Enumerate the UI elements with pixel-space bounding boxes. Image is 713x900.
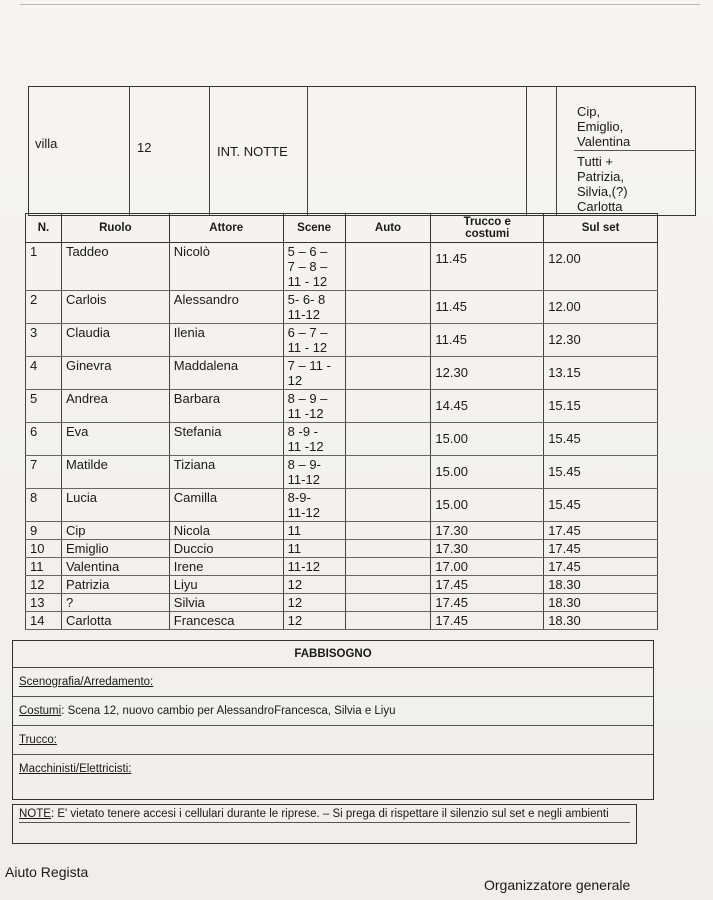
cell-car	[345, 594, 431, 612]
cell-n: 4	[26, 357, 62, 390]
table-row	[26, 558, 658, 576]
top-divider	[20, 4, 700, 5]
needs-box	[12, 640, 654, 800]
table-row	[26, 243, 658, 291]
cell-car	[345, 522, 431, 540]
cell-scenes: 8 – 9- 11-12	[283, 456, 345, 489]
cell-car	[345, 576, 431, 594]
scene-number: 12	[137, 140, 152, 155]
table-row	[26, 489, 658, 522]
cell-scenes: 12	[283, 576, 345, 594]
header-car: Auto	[345, 214, 431, 243]
cell-scenes: 11	[283, 540, 345, 558]
cell-makeup: 17.45	[431, 594, 544, 612]
cell-makeup: 15.00	[431, 489, 544, 522]
cell-n: 12	[26, 576, 62, 594]
note-label: NOTE	[19, 808, 51, 820]
cell-car	[345, 489, 431, 522]
cell-role: Taddeo	[61, 243, 169, 291]
table-row	[26, 456, 658, 489]
cell-on-set: 17.45	[544, 558, 658, 576]
cell-role: Valentina	[61, 558, 169, 576]
cell-actor: Liyu	[169, 576, 283, 594]
cell-car	[345, 612, 431, 630]
cell-role: Matilde	[61, 456, 169, 489]
cell-role: Carlotta	[61, 612, 169, 630]
cell-car	[345, 243, 431, 291]
cell-n: 5	[26, 390, 62, 423]
cell-car	[345, 357, 431, 390]
cell-car	[345, 456, 431, 489]
table-row	[26, 576, 658, 594]
cell-makeup: 15.00	[431, 456, 544, 489]
header-scenes: Scene	[283, 214, 345, 243]
cell-makeup: 17.00	[431, 558, 544, 576]
cell-makeup: 11.45	[431, 324, 544, 357]
cell-on-set: 17.45	[544, 522, 658, 540]
cell-n: 3	[26, 324, 62, 357]
cell-role: Patrizia	[61, 576, 169, 594]
cell-n: 6	[26, 423, 62, 456]
cell-n: 14	[26, 612, 62, 630]
cell-makeup: 17.30	[431, 540, 544, 558]
cell-car	[345, 540, 431, 558]
cell-scenes: 12	[283, 612, 345, 630]
cell-makeup: 17.45	[431, 576, 544, 594]
needs-makeup: Trucco:	[13, 726, 653, 755]
cell-on-set: 12.00	[544, 243, 658, 291]
scene-setting: INT. NOTTE	[217, 144, 288, 159]
cell-actor: Irene	[169, 558, 283, 576]
cell-actor: Ilenia	[169, 324, 283, 357]
table-row	[26, 291, 658, 324]
cell-makeup: 11.45	[431, 243, 544, 291]
cell-car	[345, 324, 431, 357]
cell-makeup: 14.45	[431, 390, 544, 423]
cell-makeup: 17.30	[431, 522, 544, 540]
cell-makeup: 12.30	[431, 357, 544, 390]
cell-on-set: 15.45	[544, 456, 658, 489]
cell-on-set: 12.30	[544, 324, 658, 357]
needs-scenography: Scenografia/Arredamento:	[13, 668, 653, 697]
cell-actor: Duccio	[169, 540, 283, 558]
cell-actor: Tiziana	[169, 456, 283, 489]
cell-on-set: 15.45	[544, 423, 658, 456]
cell-scenes: 8 – 9 – 11 -12	[283, 390, 345, 423]
cast-table	[25, 213, 658, 630]
table-row	[26, 357, 658, 390]
cell-role: Claudia	[61, 324, 169, 357]
scene-location: villa	[35, 136, 58, 151]
cell-on-set: 17.45	[544, 540, 658, 558]
cell-scenes: 5 – 6 – 7 – 8 – 11 - 12	[283, 243, 345, 291]
header-makeup: Trucco e costumi	[431, 214, 544, 243]
cell-actor: Silvia	[169, 594, 283, 612]
scene-cast-1: Cip, Emiglio, Valentina	[577, 104, 631, 149]
table-row	[26, 324, 658, 357]
cell-role: Cip	[61, 522, 169, 540]
cell-scenes: 11-12	[283, 558, 345, 576]
scene-cast-2: Tutti + Patrizia, Silvia,(?) Carlotta	[577, 154, 628, 214]
cell-role: Lucia	[61, 489, 169, 522]
needs-costumes: Costumi: Scena 12, nuovo cambio per AlessandroFrancesca, Silvia e Liyu	[13, 697, 653, 726]
table-row	[26, 594, 658, 612]
cell-on-set: 12.00	[544, 291, 658, 324]
header-actor: Attore	[169, 214, 283, 243]
cell-on-set: 18.30	[544, 576, 658, 594]
scene-box	[28, 86, 696, 216]
cell-car	[345, 423, 431, 456]
cell-actor: Alessandro	[169, 291, 283, 324]
cell-role: Ginevra	[61, 357, 169, 390]
header-n: N.	[26, 214, 62, 243]
cell-n: 7	[26, 456, 62, 489]
cell-actor: Camilla	[169, 489, 283, 522]
cell-actor: Barbara	[169, 390, 283, 423]
cell-actor: Maddalena	[169, 357, 283, 390]
cell-car	[345, 291, 431, 324]
cell-on-set: 13.15	[544, 357, 658, 390]
cell-scenes: 11	[283, 522, 345, 540]
cell-n: 10	[26, 540, 62, 558]
cell-n: 8	[26, 489, 62, 522]
cell-scenes: 5- 6- 8 11-12	[283, 291, 345, 324]
table-row	[26, 612, 658, 630]
header-role: Ruolo	[61, 214, 169, 243]
table-row	[26, 540, 658, 558]
cell-actor: Stefania	[169, 423, 283, 456]
cell-role: Eva	[61, 423, 169, 456]
cell-actor: Nicola	[169, 522, 283, 540]
note-box	[12, 804, 637, 844]
needs-crew: Macchinisti/Elettricisti:	[19, 763, 132, 775]
cell-on-set: 18.30	[544, 612, 658, 630]
note-text: : E' vietato tenere accesi i cellulari durante le riprese. – Si prega di rispettare il silenzio sul set e negli ambienti	[50, 808, 609, 820]
cell-actor: Nicolò	[169, 243, 283, 291]
cell-scenes: 6 – 7 – 11 - 12	[283, 324, 345, 357]
cell-makeup: 17.45	[431, 612, 544, 630]
cell-n: 11	[26, 558, 62, 576]
cell-actor: Francesca	[169, 612, 283, 630]
cell-makeup: 15.00	[431, 423, 544, 456]
cell-role: Carlois	[61, 291, 169, 324]
cell-on-set: 15.15	[544, 390, 658, 423]
cell-role: Andrea	[61, 390, 169, 423]
cell-n: 9	[26, 522, 62, 540]
cell-role: ?	[61, 594, 169, 612]
cell-car	[345, 558, 431, 576]
cell-scenes: 8 -9 - 11 -12	[283, 423, 345, 456]
needs-title: FABBISOGNO	[13, 641, 653, 668]
cell-makeup: 11.45	[431, 291, 544, 324]
header-on-set: Sul set	[544, 214, 658, 243]
table-row	[26, 522, 658, 540]
table-header	[26, 214, 658, 243]
cell-car	[345, 390, 431, 423]
cell-n: 13	[26, 594, 62, 612]
cell-scenes: 7 – 11 - 12	[283, 357, 345, 390]
table-row	[26, 423, 658, 456]
cell-role: Emiglio	[61, 540, 169, 558]
cell-scenes: 12	[283, 594, 345, 612]
cell-scenes: 8-9- 11-12	[283, 489, 345, 522]
cell-on-set: 18.30	[544, 594, 658, 612]
cell-n: 2	[26, 291, 62, 324]
cell-on-set: 15.45	[544, 489, 658, 522]
cell-n: 1	[26, 243, 62, 291]
general-organizer-label: Organizzatore generale	[484, 877, 631, 893]
assistant-director-label: Aiuto Regista	[5, 864, 89, 880]
table-row	[26, 390, 658, 423]
